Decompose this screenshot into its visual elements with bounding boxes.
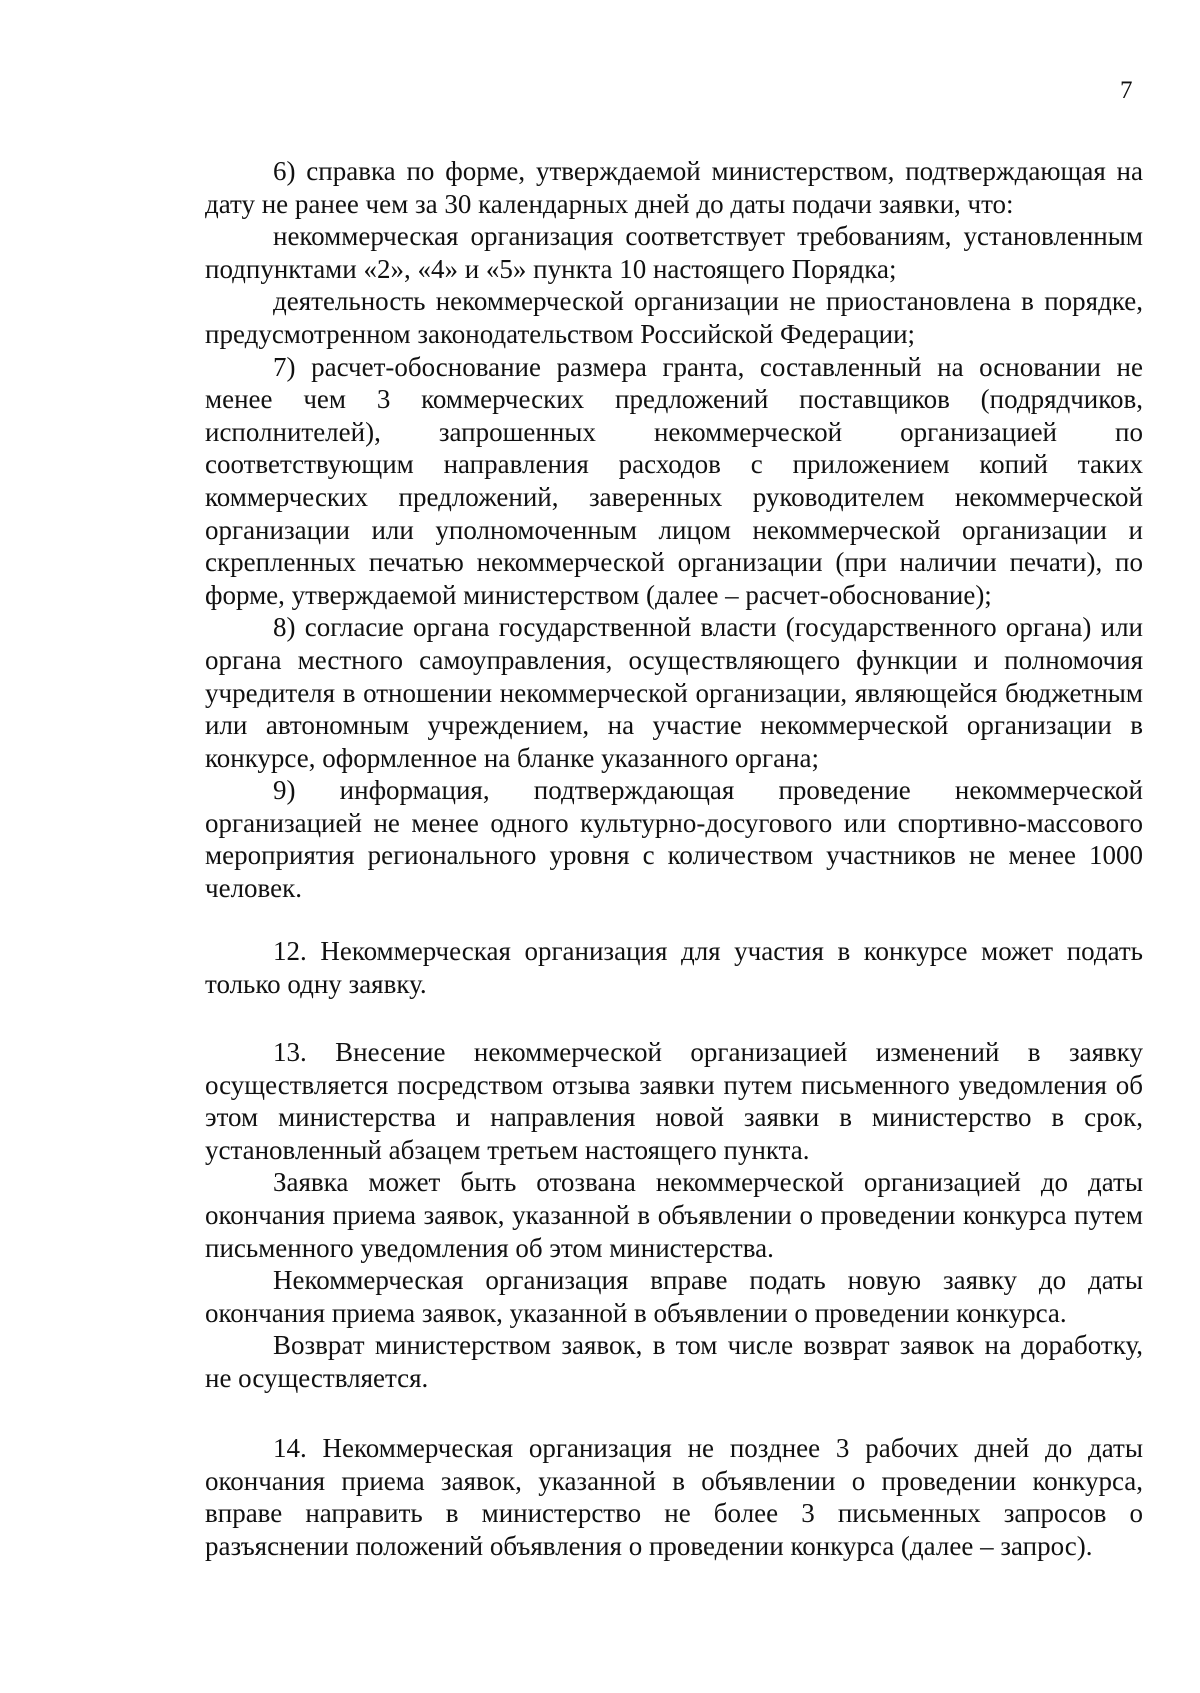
paragraph: Возврат министерством заявок, в том числе возврат заявок на доработку, не осуществляется. — [205, 1330, 1143, 1393]
paragraph: деятельность некоммерческой организации не приостановлена в порядке, предусмотренном законодательством Российской Федерации; — [205, 286, 1143, 349]
paragraph: 12. Некоммерческая организация для участия в конкурсе может подать только одну заявку. — [205, 936, 1143, 999]
section-point-13 — [205, 1036, 1143, 1395]
section-point-12 — [205, 935, 1143, 1000]
paragraph: 13. Внесение некоммерческой организацией изменений в заявку осуществляется посредством отзыва заявки путем письменного уведомления об этом министерства и направления новой заявки в министерство в срок, установленный абзацем третьем настоящего пункта. — [205, 1037, 1143, 1165]
page-number: 7 — [1120, 77, 1133, 104]
section-point-14 — [205, 1432, 1143, 1562]
paragraph: Некоммерческая организация вправе подать новую заявку до даты окончания приема заявок, указанной в объявлении о проведении конкурса. — [205, 1265, 1143, 1328]
paragraph: 6) справка по форме, утверждаемой министерством, подтверждающая на дату не ранее чем за 30 календарных дней до даты подачи заявки, что: — [205, 156, 1143, 219]
paragraph: 7) расчет-обоснование размера гранта, составленный на основании не менее чем 3 коммерческих предложений поставщиков (подрядчиков, исполнителей), запрошенных некоммерческой организацией по соответствующим направления расходов с приложением копий таких коммерческих предложений, заверенных руководителем некоммерческой организации или уполномоченным лицом некоммерческой организации и скрепленных печатью некоммерческой организации (при наличии печати), по форме, утверждаемой министерством (далее – расчет-обоснование); — [205, 351, 1143, 610]
section-item-6-to-9 — [205, 155, 1143, 905]
paragraph: 14. Некоммерческая организация не позднее 3 рабочих дней до даты окончания приема заявок, указанной в объявлении о проведении конкурса, вправе направить в министерство не более 3 письменных запросов о разъяснении положений объявления о проведении конкурса (далее – запрос). — [205, 1433, 1143, 1561]
paragraph: 8) согласие органа государственной власти (государственного органа) или органа местного самоуправления, осуществляющего функции и полномочия учредителя в отношении некоммерческой организации, являющейся бюджетным или автономным учреждением, на участие некоммерческой организации в конкурсе, оформленное на бланке указанного органа; — [205, 612, 1143, 773]
paragraph: некоммерческая организация соответствует требованиям, установленным подпунктами «2», «4» и «5» пункта 10 настоящего Порядка; — [205, 221, 1143, 284]
paragraph: Заявка может быть отозвана некоммерческой организацией до даты окончания приема заявок, указанной в объявлении о проведении конкурса путем письменного уведомления об этом министерства. — [205, 1167, 1143, 1263]
paragraph: 9) информация, подтверждающая проведение некоммерческой организацией не менее одного культурно-досугового или спортивно-массового мероприятия регионального уровня с количеством участников не менее 1000 человек. — [205, 775, 1143, 904]
